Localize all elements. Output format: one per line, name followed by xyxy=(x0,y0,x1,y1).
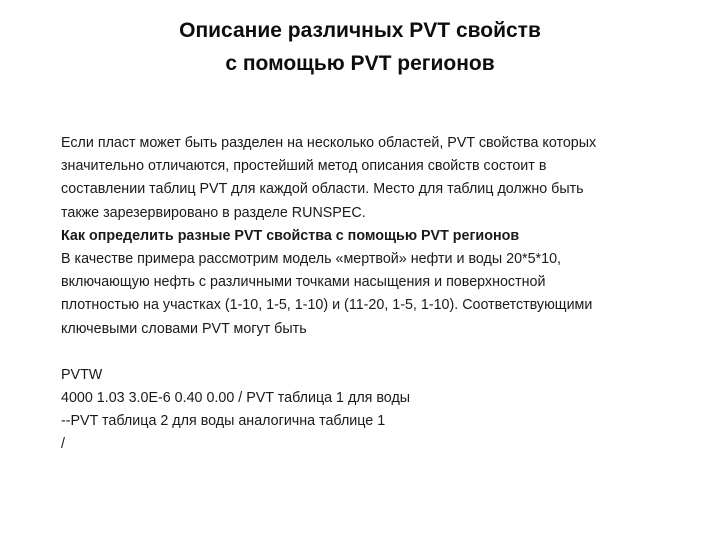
title-line-1: Описание различных PVT свойств xyxy=(179,19,541,42)
paragraph-line: Если пласт может быть разделен на несколько областей, PVT свойства которых xyxy=(61,135,597,151)
paragraph-line: также зарезервировано в разделе RUNSPEC. xyxy=(61,204,366,221)
blank-line xyxy=(61,341,711,364)
paragraph-line: составлении таблиц PVT для каждой области. Место для таблиц должно быть xyxy=(61,181,584,198)
title-line-2: с помощью PVT регионов xyxy=(225,52,495,75)
subheading: Как определить разные PVT свойства с помощью PVT регионов xyxy=(61,227,520,244)
code-line: / xyxy=(61,436,65,453)
code-line: --PVT таблица 2 для воды аналогична таблице 1 xyxy=(61,413,386,430)
paragraph-line: ключевыми словами PVT могут быть xyxy=(61,320,307,337)
paragraph-line: включающую нефть с различными точками насыщения и поверхностной xyxy=(61,274,546,291)
slide-body xyxy=(61,132,711,457)
paragraph-line: значительно отличаются, простейший метод описания свойств состоит в xyxy=(61,158,547,175)
paragraph-line: плотностью на участках (1-10, 1-5, 1-10) и (11-20, 1-5, 1-10). Соответствующими xyxy=(61,297,593,314)
slide-title xyxy=(60,14,660,80)
paragraph-line: В качестве примера рассмотрим модель «мертвой» нефти и воды 20*5*10, xyxy=(61,250,561,267)
code-line: 4000 1.03 3.0E-6 0.40 0.00 / PVT таблица 1 для воды xyxy=(61,390,411,407)
code-line: PVTW xyxy=(61,366,103,383)
